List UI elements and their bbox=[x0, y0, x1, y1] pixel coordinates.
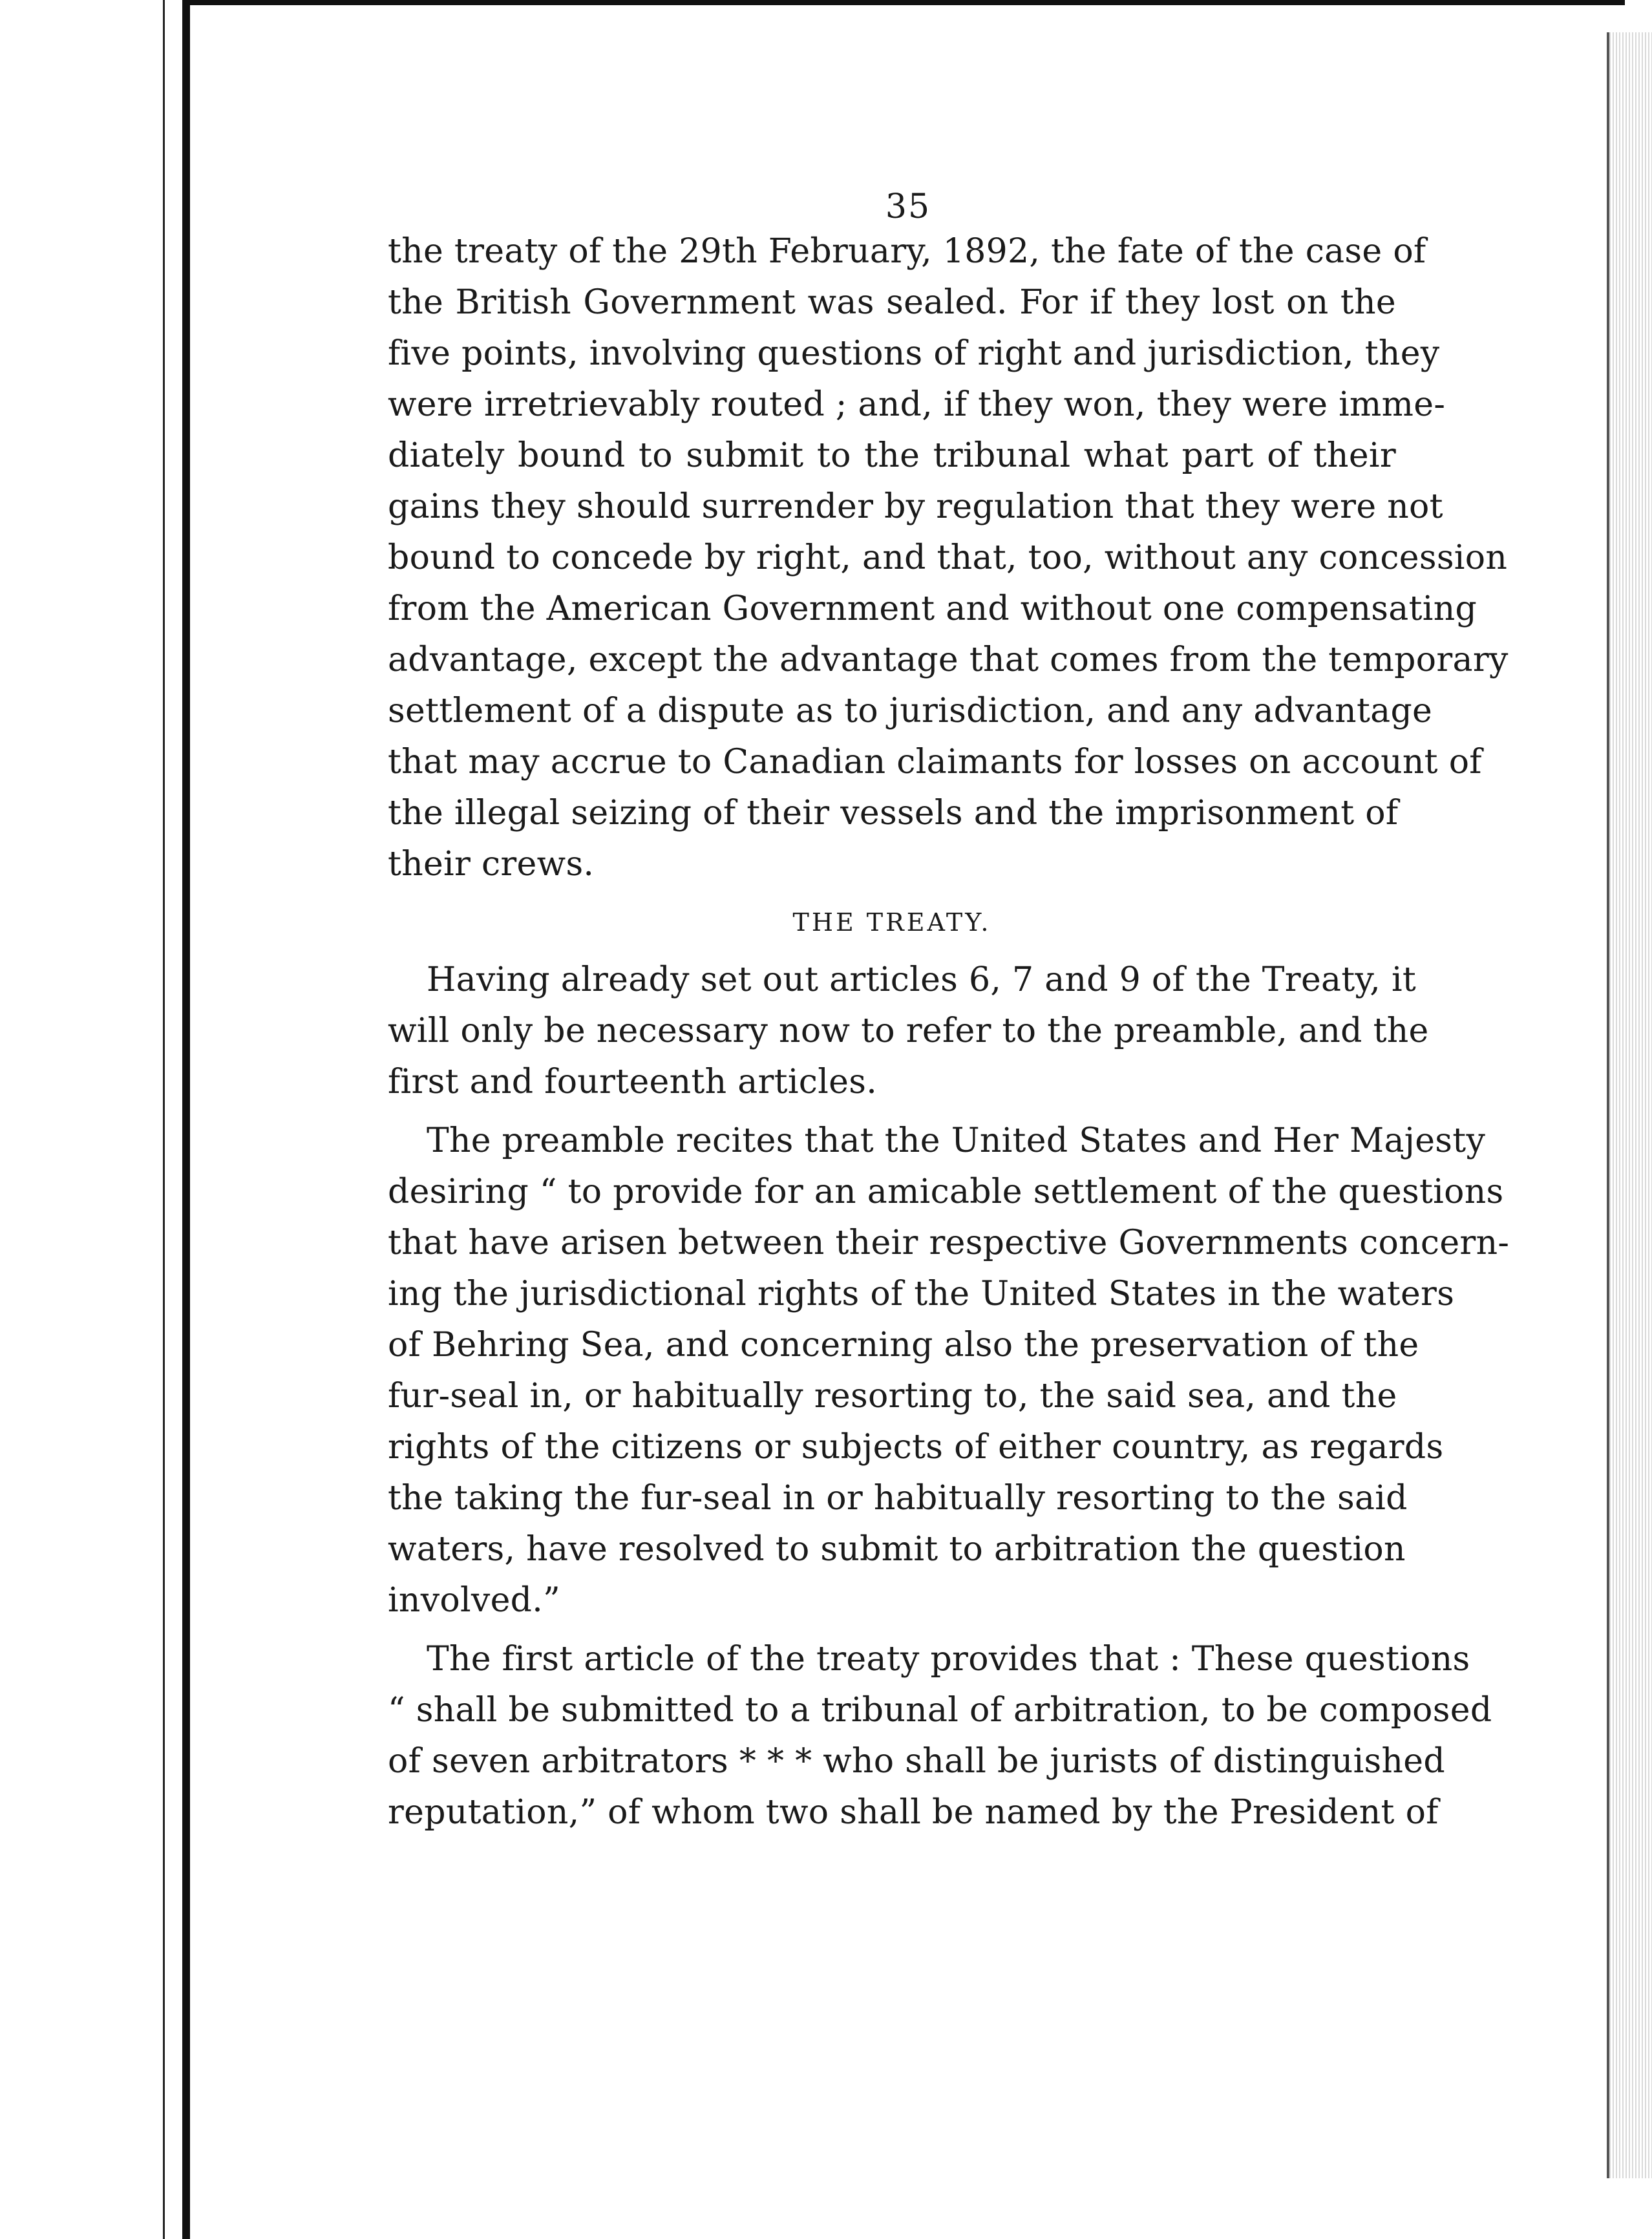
text-line: involved.” bbox=[388, 1581, 560, 1620]
text-line: The first article of the treaty provides that : These questions bbox=[427, 1640, 1470, 1679]
text-line: the British Government was sealed. For if they lost on the bbox=[388, 283, 1396, 322]
text-line: of seven arbitrators * * * who shall be jurists of distinguished bbox=[388, 1742, 1445, 1781]
text-line: reputation,” of whom two shall be named by the President of bbox=[388, 1793, 1439, 1832]
text-line: first and fourteenth articles. bbox=[388, 1063, 878, 1101]
text-line: from the American Government and without one compensating bbox=[388, 589, 1477, 628]
page-number: 35 bbox=[885, 187, 931, 226]
text-line: gains they should surrender by regulation that they were not bbox=[388, 487, 1443, 526]
section-heading: THE TREATY. bbox=[792, 908, 991, 937]
text-line: were irretrievably routed ; and, if they won, they were imme- bbox=[388, 385, 1446, 424]
text-line: settlement of a dispute as to jurisdiction, and any advantage bbox=[388, 692, 1433, 730]
text-line: “ shall be submitted to a tribunal of arbitration, to be composed bbox=[388, 1691, 1492, 1730]
left-margin bbox=[0, 0, 182, 2239]
spine-edge-line bbox=[163, 0, 165, 2239]
top-page-edge bbox=[190, 0, 1625, 5]
text-line: fur-seal in, or habitually resorting to, the said sea, and the bbox=[388, 1377, 1397, 1416]
book-spine bbox=[182, 0, 190, 2239]
text-line: the treaty of the 29th February, 1892, the fate of the case of bbox=[388, 232, 1426, 271]
page-body bbox=[388, 175, 1510, 1838]
text-line: waters, have resolved to submit to arbitration the question bbox=[388, 1530, 1406, 1569]
text-line: diately bound to submit to the tribunal what part of their bbox=[388, 436, 1396, 475]
text-line: five points, involving questions of right and jurisdiction, they bbox=[388, 334, 1440, 373]
text-line: desiring “ to provide for an amicable settlement of the questions bbox=[388, 1173, 1504, 1211]
text-line: bound to concede by right, and that, too, without any concession bbox=[388, 538, 1508, 577]
text-line: their crews. bbox=[388, 845, 595, 884]
paragraph-3 bbox=[388, 1116, 1510, 1626]
text-line: will only be necessary now to refer to the preamble, and the bbox=[388, 1012, 1429, 1050]
text-line: Having already set out articles 6, 7 and 9 of the Treaty, it bbox=[427, 960, 1417, 999]
text-line: the taking the fur-seal in or habitually resorting to the said bbox=[388, 1479, 1408, 1518]
text-line: of Behring Sea, and concerning also the preservation of the bbox=[388, 1326, 1419, 1364]
text-line: advantage, except the advantage that comes from the temporary bbox=[388, 641, 1509, 679]
paragraph-4 bbox=[388, 1634, 1492, 1838]
text-line: that have arisen between their respective Governments concern- bbox=[388, 1224, 1510, 1262]
paragraph-2 bbox=[388, 955, 1429, 1108]
text-line: that may accrue to Canadian claimants for losses on account of bbox=[388, 743, 1482, 781]
text-line: rights of the citizens or subjects of either country, as regards bbox=[388, 1428, 1444, 1467]
text-line: ing the jurisdictional rights of the United States in the waters bbox=[388, 1275, 1455, 1313]
text-line: the illegal seizing of their vessels and the imprisonment of bbox=[388, 794, 1399, 833]
page-stack bbox=[1609, 32, 1652, 2178]
text-line: The preamble recites that the United States and Her Majesty bbox=[427, 1121, 1486, 1160]
paragraph-1 bbox=[388, 226, 1509, 890]
